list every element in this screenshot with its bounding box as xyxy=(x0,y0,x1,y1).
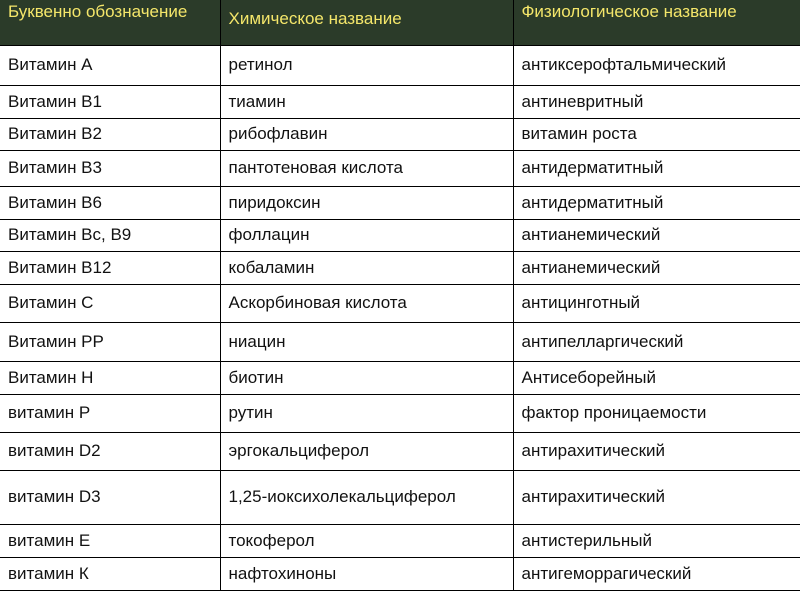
table-row xyxy=(0,85,800,118)
table-row xyxy=(0,251,800,284)
header-letter-designation: Буквенно обозначение xyxy=(0,0,220,45)
cell-physiological-name: антирахитический xyxy=(513,470,800,524)
cell-chemical-name: эргокальциферол xyxy=(220,432,513,470)
cell-designation: Витамин В2 xyxy=(0,118,220,150)
table-header-row xyxy=(0,0,800,45)
table-row xyxy=(0,284,800,322)
cell-physiological-name: антианемический xyxy=(513,251,800,284)
cell-designation: Витамин В12 xyxy=(0,251,220,284)
table-row xyxy=(0,524,800,557)
cell-designation: Витамин А xyxy=(0,45,220,85)
cell-chemical-name: пантотеновая кислота xyxy=(220,150,513,186)
cell-chemical-name: тиамин xyxy=(220,85,513,118)
cell-physiological-name: Антисеборейный xyxy=(513,361,800,394)
cell-designation: витамин К xyxy=(0,557,220,590)
cell-chemical-name: рутин xyxy=(220,394,513,432)
cell-physiological-name: антиневритный xyxy=(513,85,800,118)
cell-physiological-name: антигеморрагический xyxy=(513,557,800,590)
cell-designation: витамин D3 xyxy=(0,470,220,524)
cell-physiological-name: фактор проницаемости xyxy=(513,394,800,432)
cell-designation: Витамин Н xyxy=(0,361,220,394)
table-row xyxy=(0,219,800,251)
cell-chemical-name: фоллацин xyxy=(220,219,513,251)
cell-chemical-name: биотин xyxy=(220,361,513,394)
cell-designation: Витамин Вс, В9 xyxy=(0,219,220,251)
cell-designation: Витамин С xyxy=(0,284,220,322)
cell-designation: Витамин В3 xyxy=(0,150,220,186)
cell-chemical-name: 1,25-иоксихолекальциферол xyxy=(220,470,513,524)
cell-chemical-name: пиридоксин xyxy=(220,186,513,219)
cell-designation: витамин D2 xyxy=(0,432,220,470)
table-row xyxy=(0,557,800,590)
cell-physiological-name: антистерильный xyxy=(513,524,800,557)
table-row xyxy=(0,361,800,394)
cell-physiological-name: антирахитический xyxy=(513,432,800,470)
table-row xyxy=(0,322,800,361)
cell-physiological-name: антидерматитный xyxy=(513,186,800,219)
table-row xyxy=(0,150,800,186)
cell-chemical-name: токоферол xyxy=(220,524,513,557)
cell-chemical-name: Аскорбиновая кислота xyxy=(220,284,513,322)
cell-designation: витамин Р xyxy=(0,394,220,432)
cell-chemical-name: нафтохиноны xyxy=(220,557,513,590)
table-row xyxy=(0,394,800,432)
table-row xyxy=(0,45,800,85)
cell-designation: витамин Е xyxy=(0,524,220,557)
cell-physiological-name: витамин роста xyxy=(513,118,800,150)
table-row xyxy=(0,118,800,150)
table-row xyxy=(0,186,800,219)
header-physiological-name: Физиологическое название xyxy=(513,0,800,45)
table-row xyxy=(0,432,800,470)
table-row xyxy=(0,470,800,524)
cell-physiological-name: антианемический xyxy=(513,219,800,251)
cell-designation: Витамин В1 xyxy=(0,85,220,118)
cell-physiological-name: антиксерофтальмический xyxy=(513,45,800,85)
cell-designation: Витамин РР xyxy=(0,322,220,361)
cell-chemical-name: рибофлавин xyxy=(220,118,513,150)
cell-chemical-name: ретинол xyxy=(220,45,513,85)
cell-chemical-name: ниацин xyxy=(220,322,513,361)
cell-physiological-name: антицинготный xyxy=(513,284,800,322)
cell-physiological-name: антипелларгический xyxy=(513,322,800,361)
cell-chemical-name: кобаламин xyxy=(220,251,513,284)
cell-physiological-name: антидерматитный xyxy=(513,150,800,186)
header-chemical-name: Химическое название xyxy=(220,0,513,45)
cell-designation: Витамин В6 xyxy=(0,186,220,219)
